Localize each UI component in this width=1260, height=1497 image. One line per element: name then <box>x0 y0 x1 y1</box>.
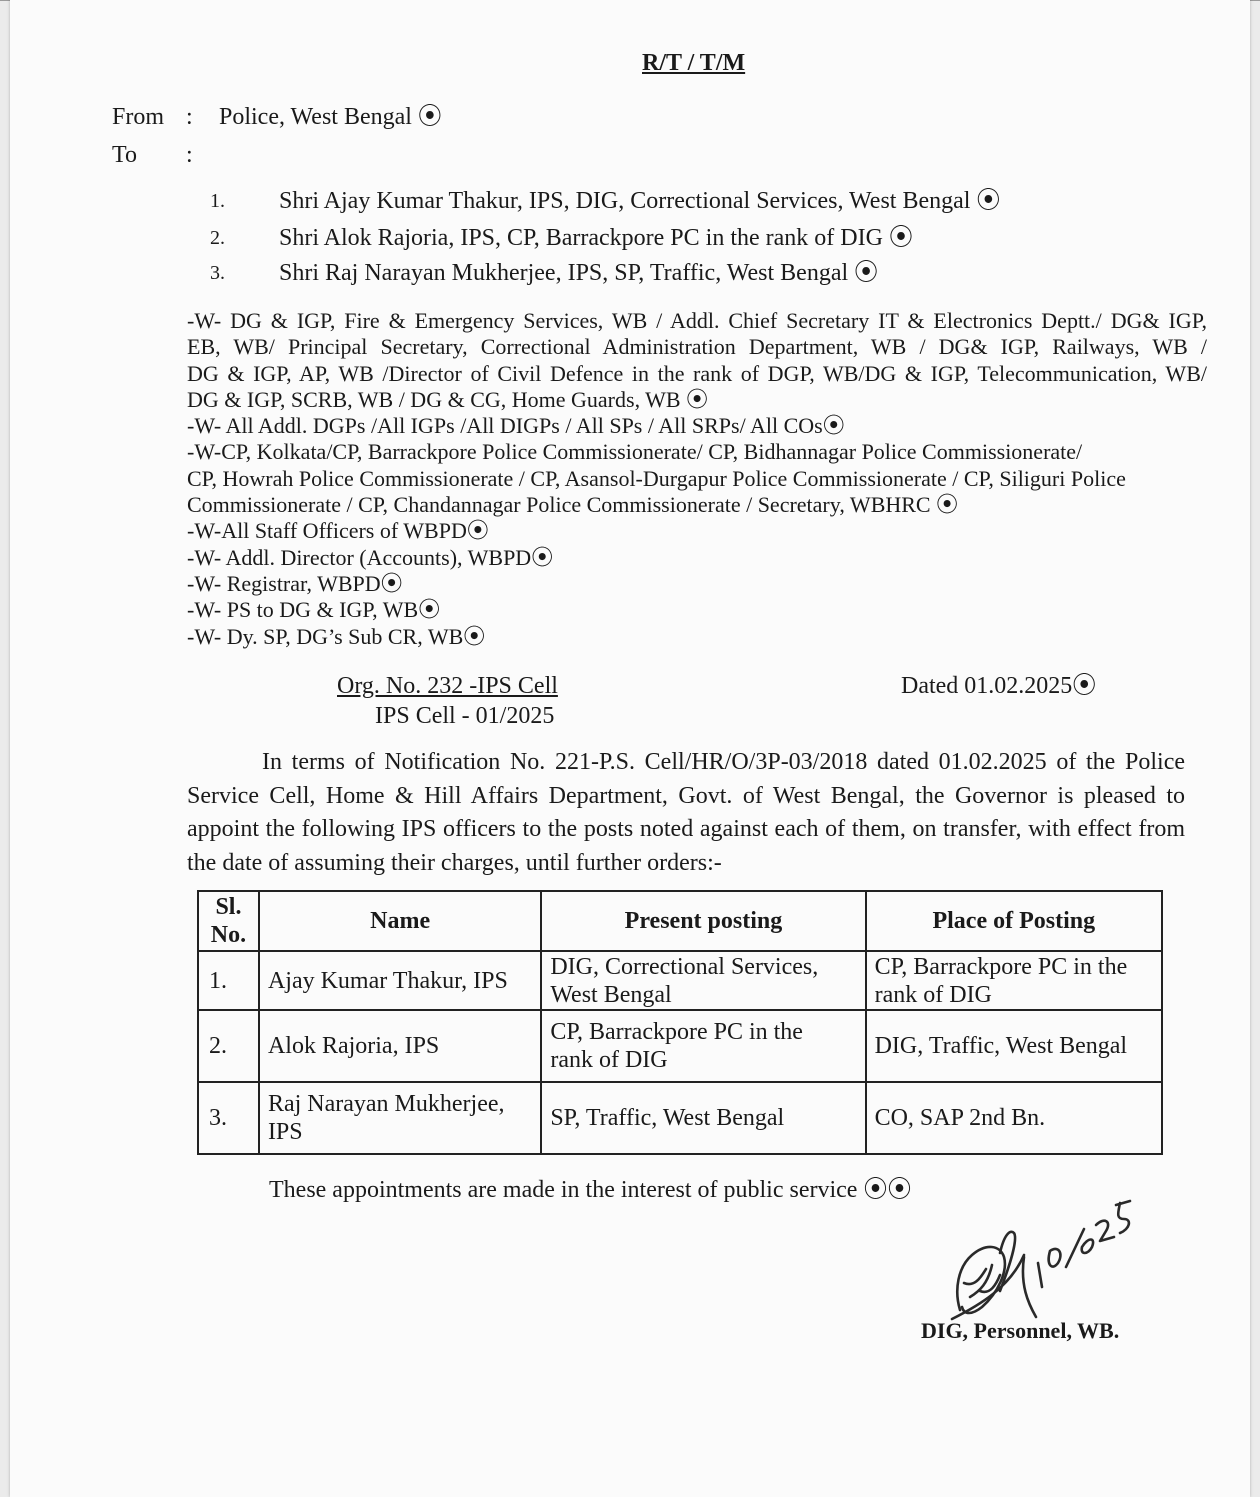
copy-line: CP, Howrah Police Commissionerate / CP, Asansol-Durgapur Police Commissionerate / CP, Siliguri Police <box>187 465 1126 491</box>
ips-cell-number: IPS Cell - 01/2025 <box>375 703 555 729</box>
copy-line: EB, WB/ Principal Secretary, Correctional Administration Department, WB / DG& IGP, Railways, WB / <box>187 334 1207 360</box>
copy-line: -W-CP, Kolkata/CP, Barrackpore Police Commissionerate/ CP, Bidhannagar Police Commissionerate/ <box>187 439 1083 465</box>
order-date: Dated 01.02.2025⦿ <box>901 673 1097 699</box>
from-colon: : <box>186 104 193 130</box>
cell-name-line1: Ajay Kumar Thakur, IPS <box>267 967 508 994</box>
header-sl-line2: No. <box>210 922 247 948</box>
copy-line: DG & IGP, SCRB, WB / DG & CG, Home Guards, WB ⦿ <box>187 386 709 412</box>
copy-to-list <box>187 308 1207 650</box>
reference-code: R/T / T/M <box>642 50 746 76</box>
cell-sl: 2. <box>198 1010 259 1082</box>
cell-present-line1: SP, Traffic, West Bengal <box>550 1105 785 1131</box>
cell-sl: 3. <box>198 1082 259 1154</box>
copy-line: -W- Addl. Director (Accounts), WBPD⦿ <box>187 544 554 570</box>
recipient-number: 1. <box>210 190 225 212</box>
order-number: Org. No. 232 -IPS Cell <box>337 673 558 699</box>
copy-line: -W- DG & IGP, Fire & Emergency Services, WB / Addl. Chief Secretary IT & Electronics Deptt./ DG& IGP, <box>187 308 1207 333</box>
cell-name <box>259 1010 541 1082</box>
cell-name-line1: Raj Narayan Mukherjee, <box>267 1091 505 1117</box>
to-colon: : <box>186 142 193 168</box>
copy-line: -W- PS to DG & IGP, WB⦿ <box>187 597 441 623</box>
cell-sl: 1. <box>198 951 259 1010</box>
to-label: To <box>112 142 137 168</box>
header-place-of-posting: Place of Posting <box>866 891 1162 951</box>
recipient-text: Shri Ajay Kumar Thakur, IPS, DIG, Correctional Services, West Bengal ⦿ <box>279 188 1001 214</box>
cell-place <box>866 1010 1162 1082</box>
cell-present <box>541 1082 865 1154</box>
table-row <box>198 951 1162 1010</box>
cell-place-line1: CP, Barrackpore PC in the <box>874 953 1128 980</box>
copy-line: -W-All Staff Officers of WBPD⦿ <box>187 518 489 544</box>
cell-present <box>541 951 865 1010</box>
cell-present-line2: rank of DIG <box>550 1047 668 1073</box>
cell-name-line2: IPS <box>267 1119 303 1145</box>
recipient-number: 3. <box>210 262 225 284</box>
header-present-posting: Present posting <box>541 891 865 951</box>
cell-place <box>866 1082 1162 1154</box>
cell-present-line1: DIG, Correctional Services, <box>550 953 819 980</box>
recipient-number: 2. <box>210 227 225 249</box>
cell-place-line2: rank of DIG <box>874 981 992 1008</box>
cell-place <box>866 951 1162 1010</box>
recipient-text: Shri Alok Rajoria, IPS, CP, Barrackpore PC in the rank of DIG ⦿ <box>279 225 913 251</box>
from-label: From <box>112 104 165 130</box>
signatory-title: DIG, Personnel, WB. <box>921 1318 1120 1343</box>
body-paragraph: In terms of Notification No. 221-P.S. Cell/HR/O/3P-03/2018 dated 01.02.2025 of the Police Service Cell, Home & Hill Affairs Department, Govt. of West Bengal, the Governor is pleased to appoint the following IPS officers to the posts noted against each of them, on transfer, with effect from the date of assuming their charges, until further orders:- <box>187 749 1185 876</box>
handwritten-signature <box>940 1195 1140 1330</box>
cell-present-line1: CP, Barrackpore PC in the <box>550 1019 803 1045</box>
table-row <box>198 1082 1162 1154</box>
copy-line: -W- All Addl. DGPs /All IGPs /All DIGPs / All SPs / All SRPs/ All COs⦿ <box>187 413 845 439</box>
table-row <box>198 1010 1162 1082</box>
copy-line: Commissionerate / CP, Chandannagar Police Commissionerate / Secretary, WBHRC ⦿ <box>187 492 959 518</box>
recipient-text: Shri Raj Narayan Mukherjee, IPS, SP, Traffic, West Bengal ⦿ <box>279 260 879 286</box>
closing-statement: These appointments are made in the interest of public service ⦿⦿ <box>269 1177 912 1203</box>
postings-table <box>197 890 1163 1155</box>
table-header-row <box>198 891 1162 951</box>
header-sl-line1: Sl. <box>215 894 242 920</box>
cell-name <box>259 951 541 1010</box>
cell-present-line2: West Bengal <box>550 981 672 1008</box>
cell-name-line1: Alok Rajoria, IPS <box>267 1033 440 1059</box>
header-sl-no <box>198 891 259 951</box>
copy-line: -W- Registrar, WBPD⦿ <box>187 570 403 596</box>
cell-name <box>259 1082 541 1154</box>
header-name: Name <box>259 891 541 951</box>
cell-place-line1: DIG, Traffic, West Bengal <box>874 1033 1128 1059</box>
copy-line: -W- Dy. SP, DG’s Sub CR, WB⦿ <box>187 623 486 649</box>
cell-place-line1: CO, SAP 2nd Bn. <box>874 1105 1046 1131</box>
copy-line: DG & IGP, AP, WB /Director of Civil Defence in the rank of DGP, WB/DG & IGP, Telecommunication, WB/ <box>187 360 1207 386</box>
from-value: Police, West Bengal ⦿ <box>219 104 442 130</box>
cell-present <box>541 1010 865 1082</box>
